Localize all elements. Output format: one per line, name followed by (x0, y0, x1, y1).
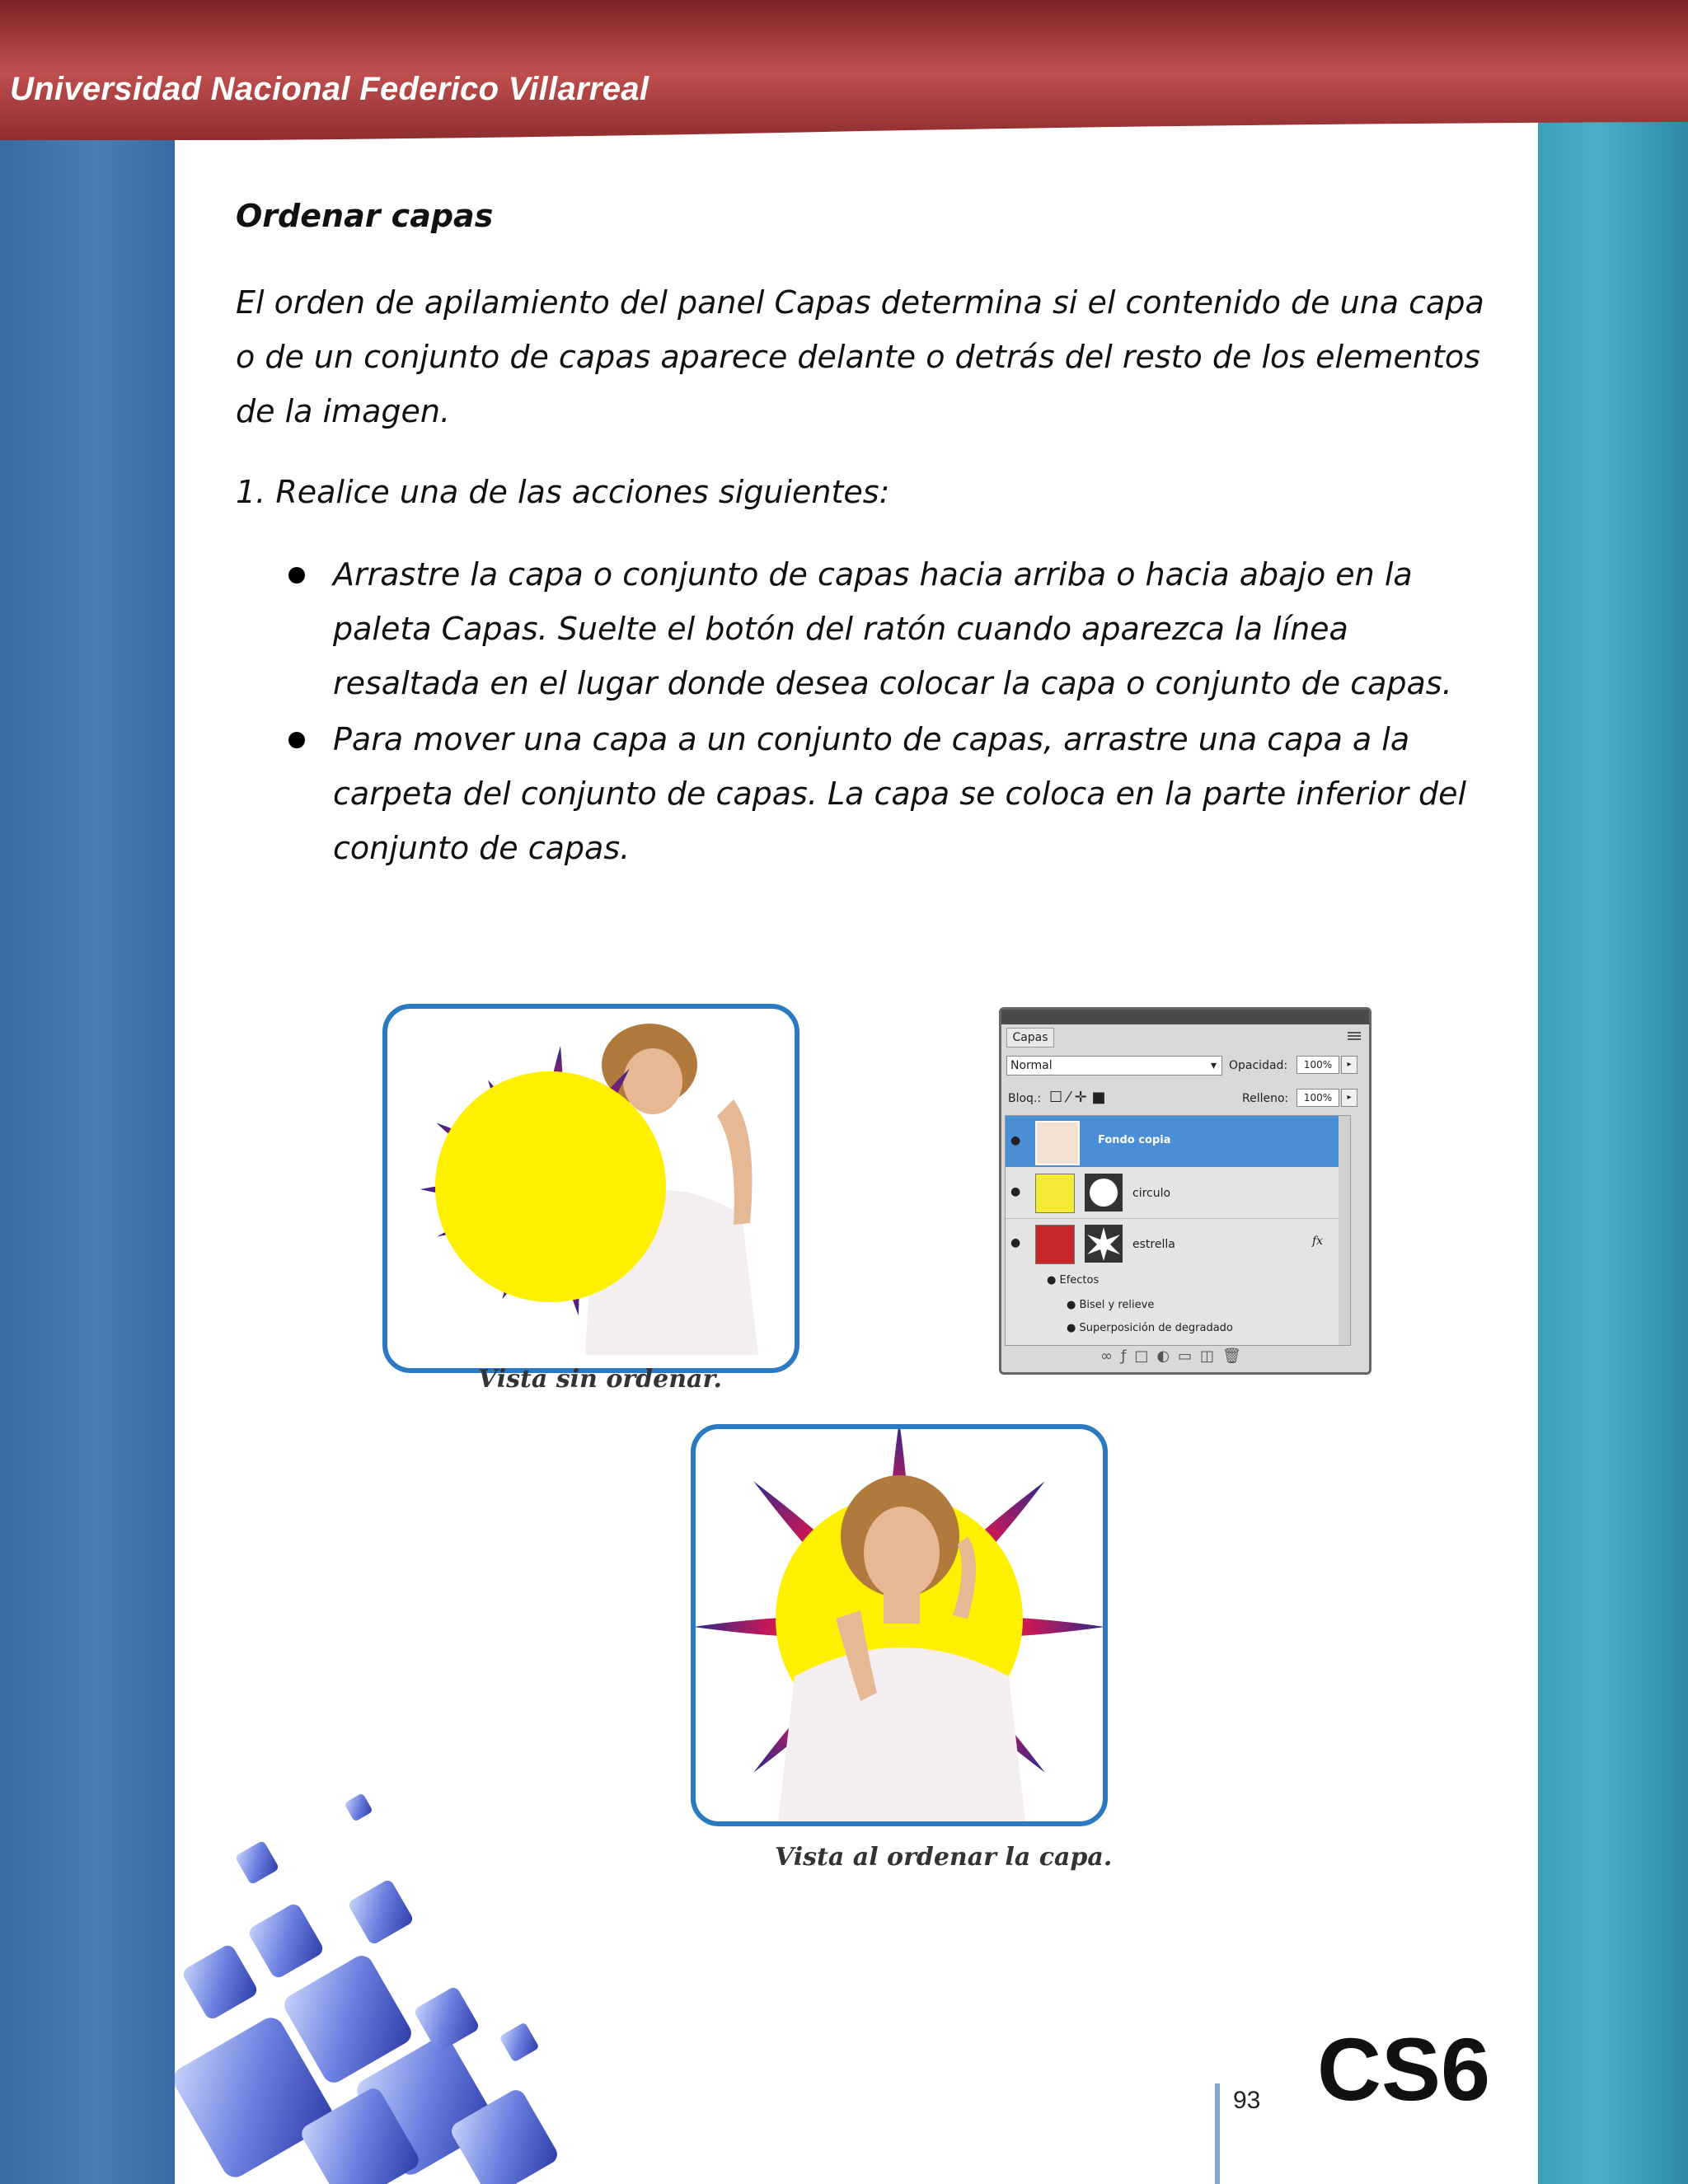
layers-list (1005, 1115, 1351, 1346)
layer-row-estrella[interactable] (1006, 1218, 1350, 1269)
effects-group[interactable] (1047, 1274, 1099, 1286)
opacity-input[interactable]: 100% (1296, 1056, 1339, 1074)
tab-capas[interactable]: Capas (1006, 1028, 1054, 1047)
chevron-down-icon: ▾ (1210, 1059, 1217, 1072)
bullet-item: Arrastre la capa o conjunto de capas hacia arriba o hacia abajo en la paleta Capas. Suelte el botón del ratón cuando aparezca la línea resaltada en el lugar donde desea colocar la capa o conjunto de capas. (333, 556, 1452, 701)
eye-icon[interactable]: ● (1047, 1274, 1060, 1286)
step-text: 1. Realice una de las acciones siguientes: (236, 474, 890, 510)
layer-thumbnail (1035, 1121, 1080, 1165)
bullet-dot (288, 567, 305, 583)
panel-menu-icon[interactable] (1346, 1029, 1362, 1043)
eye-icon[interactable]: ● (1067, 1322, 1080, 1334)
fill-arrow-button[interactable]: ▸ (1341, 1089, 1357, 1107)
figure-ordered (691, 1424, 1108, 1826)
right-decorative-bar (1538, 0, 1688, 2184)
effect-name: Bisel y relieve (1079, 1299, 1155, 1311)
caption-unordered: Vista sin ordenar. (478, 1365, 722, 1394)
layer-mask-thumbnail (1085, 1174, 1123, 1212)
brand-label: CS6 (1317, 2019, 1491, 2119)
panel-bottom-toolbar[interactable]: ∞ƒ□◐▭◫🗑 (1100, 1347, 1250, 1365)
bullet-item: Para mover una capa a un conjunto de capas, arrastre una capa a la carpeta del conjunto de capas. La capa se coloca en la parte inferior del conjunto de capas. (333, 721, 1467, 866)
fx-badge[interactable]: fx (1312, 1235, 1324, 1248)
decorative-cubes (175, 1788, 702, 2184)
opacity-label: Opacidad: (1229, 1059, 1288, 1072)
layer-mask-thumbnail (1085, 1225, 1123, 1263)
page-number: 93 (1233, 2087, 1261, 2114)
opacity-arrow-button[interactable]: ▸ (1341, 1056, 1357, 1074)
ordered-illustration (696, 1429, 1103, 1821)
layer-name: Fondo copia (1098, 1134, 1171, 1146)
university-title: Universidad Nacional Federico Villarreal (10, 71, 649, 107)
lock-icons[interactable]: ☐ ⁄ ✛ ■ (1049, 1089, 1106, 1106)
effect-name: Superposición de degradado (1079, 1322, 1233, 1334)
eye-icon[interactable]: ● (1010, 1134, 1021, 1147)
bullet-dot (288, 732, 305, 748)
layers-panel (999, 1007, 1372, 1375)
effect-item[interactable] (1067, 1322, 1233, 1334)
caption-ordered: Vista al ordenar la capa. (775, 1843, 1113, 1872)
eye-icon[interactable]: ● (1010, 1236, 1021, 1249)
intro-paragraph: El orden de apilamiento del panel Capas determina si el contenido de una capa o de un conjunto de capas aparece delante o detrás del resto de los elementos de la imagen. (236, 284, 1484, 429)
eye-icon[interactable]: ● (1010, 1185, 1021, 1198)
effect-item[interactable] (1067, 1299, 1154, 1311)
fill-input[interactable]: 100% (1296, 1089, 1339, 1107)
blend-mode-select[interactable] (1006, 1056, 1222, 1076)
layer-name: estrella (1132, 1238, 1175, 1251)
layers-scrollbar[interactable] (1339, 1116, 1350, 1345)
eye-icon[interactable]: ● (1067, 1299, 1080, 1311)
effects-label: Efectos (1059, 1274, 1100, 1286)
footer-divider (1215, 2083, 1220, 2184)
section-heading: Ordenar capas (236, 198, 494, 234)
left-decorative-bar (0, 0, 175, 2184)
layer-row-circulo[interactable] (1006, 1167, 1350, 1219)
layer-thumbnail (1035, 1174, 1075, 1213)
layer-name: circulo (1132, 1187, 1171, 1200)
lock-label: Bloq.: (1008, 1092, 1042, 1105)
layer-thumbnail (1035, 1225, 1075, 1264)
fill-label: Relleno: (1242, 1092, 1289, 1105)
layer-row-fondo-copia[interactable] (1006, 1116, 1350, 1167)
blend-mode-value: Normal (1010, 1059, 1053, 1072)
header-banner (0, 0, 1688, 140)
panel-titlebar (1001, 1010, 1369, 1024)
unordered-illustration (387, 1009, 795, 1368)
figure-unordered (382, 1004, 799, 1373)
